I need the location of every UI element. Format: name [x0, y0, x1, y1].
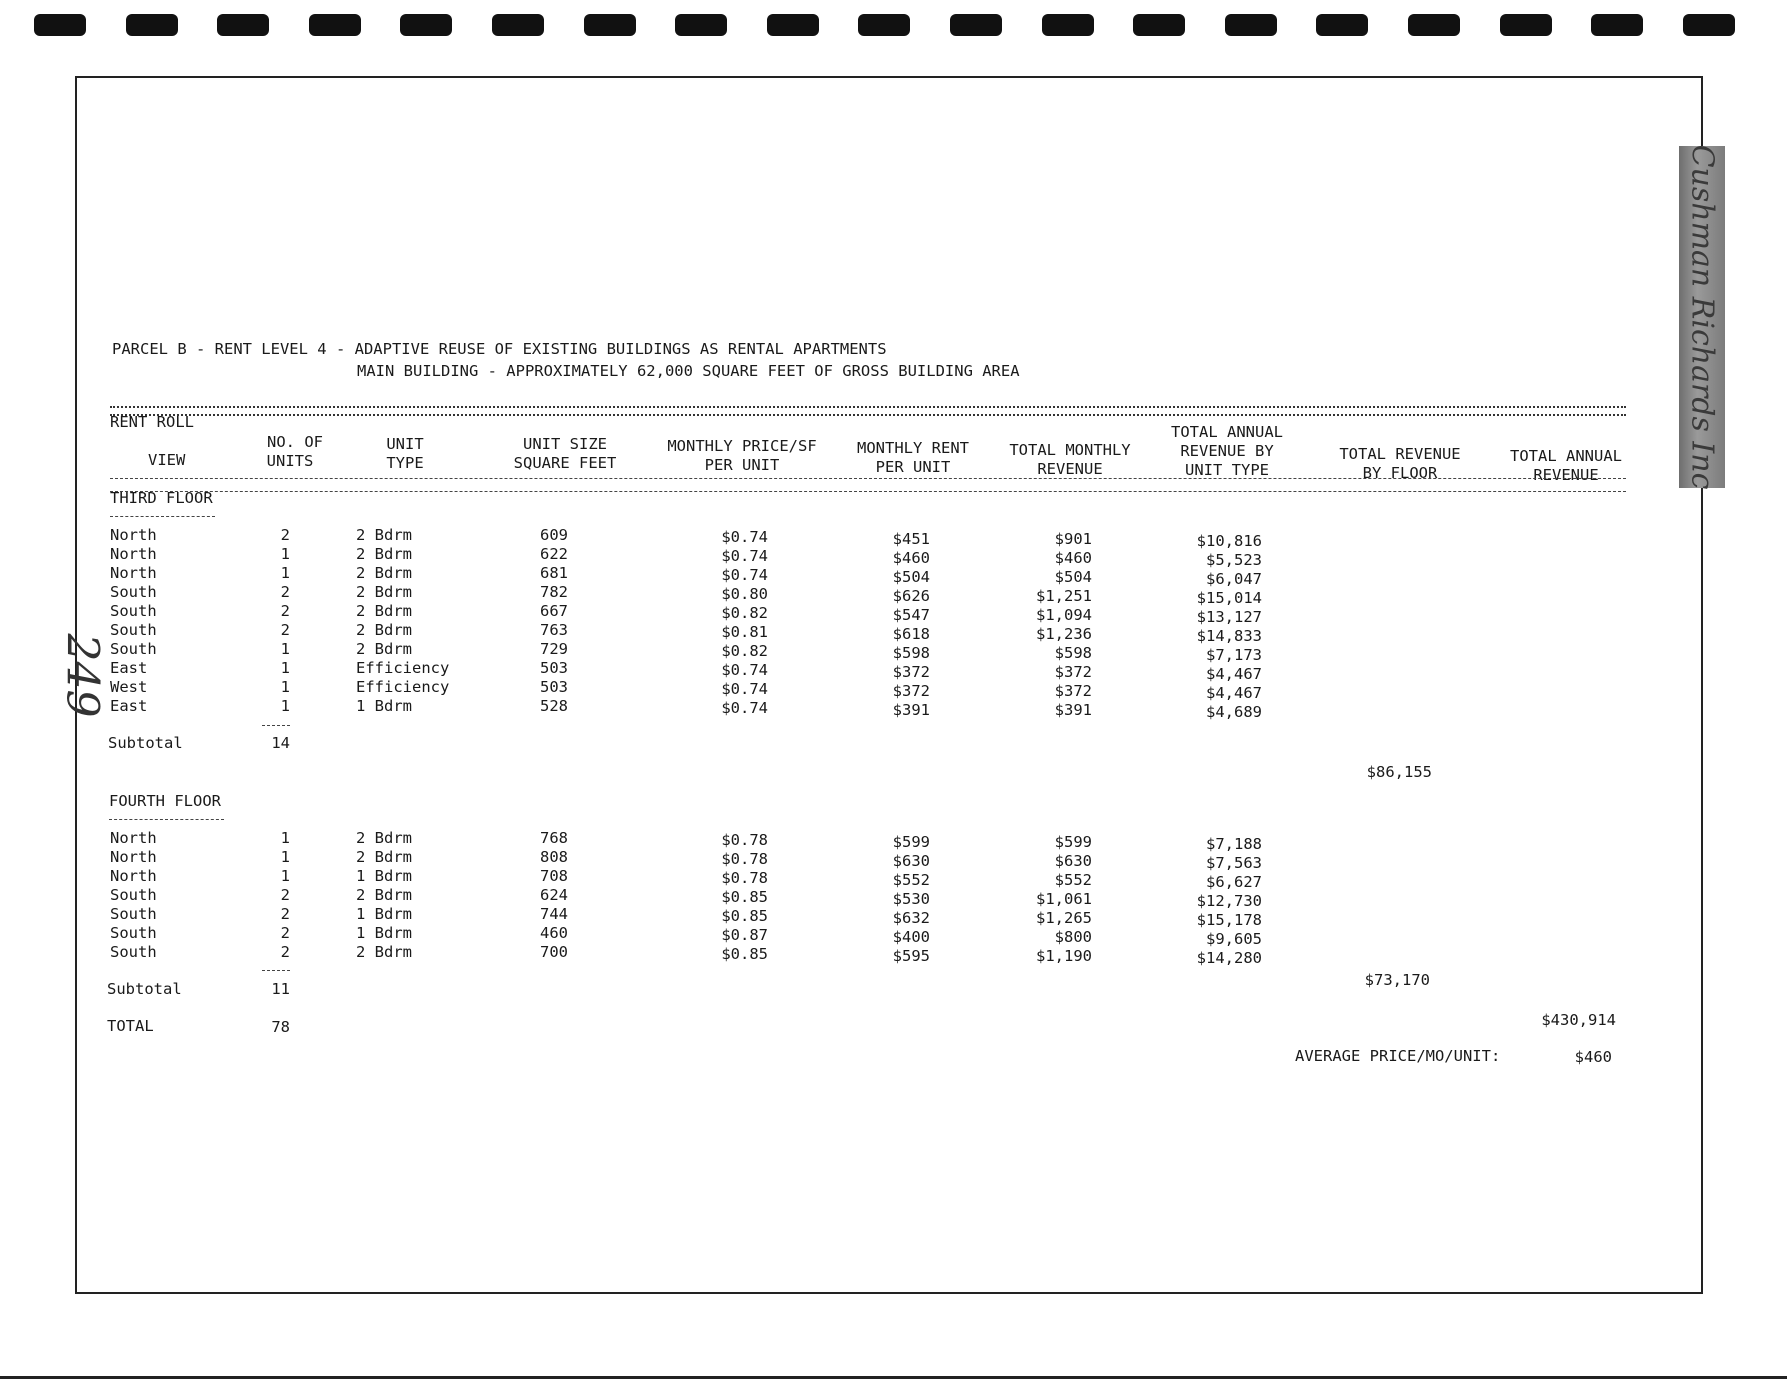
header-rent-roll: RENT ROLL	[110, 413, 194, 431]
binding-hole	[309, 14, 361, 36]
third-floor-cell-price: $0.80	[721, 585, 768, 603]
header-rule-top	[110, 478, 1626, 479]
third-floor-cell-type: 2 Bdrm	[356, 564, 412, 582]
fourth-floor-cell-tmr: $1,265	[1036, 909, 1092, 927]
header-trf-2: BY FLOOR	[1362, 464, 1438, 482]
third-floor-cell-type: 2 Bdrm	[356, 640, 412, 658]
binding-hole	[858, 14, 910, 36]
third-floor-cell-rent: $372	[892, 663, 930, 681]
fourth-floor-cell-view: North	[110, 867, 157, 885]
header-size-2: SQUARE FEET	[513, 454, 617, 472]
third-floor-cell-tar: $4,467	[1206, 665, 1262, 683]
fourth-floor-label: FOURTH FLOOR	[109, 792, 221, 810]
binding-hole	[400, 14, 452, 36]
binding-hole	[1042, 14, 1094, 36]
third-floor-cell-type: 2 Bdrm	[356, 602, 412, 620]
third-floor-cell-tar: $5,523	[1206, 551, 1262, 569]
third-floor-revenue: $86,155	[1366, 763, 1432, 781]
binding-hole	[950, 14, 1002, 36]
third-floor-cell-size: 729	[540, 640, 568, 658]
fourth-floor-cell-tar: $7,563	[1206, 854, 1262, 872]
third-floor-cell-tmr: $372	[1054, 663, 1092, 681]
binding-hole	[217, 14, 269, 36]
third-floor-cell-view: East	[110, 697, 148, 715]
fourth-floor-cell-tmr: $599	[1054, 833, 1092, 851]
fourth-floor-cell-rent: $632	[892, 909, 930, 927]
third-floor-cell-units: 2	[280, 602, 290, 620]
third-floor-cell-view: South	[110, 602, 157, 620]
binding-hole	[1316, 14, 1368, 36]
third-floor-cell-view: South	[110, 640, 157, 658]
header-tmr-2: REVENUE	[1037, 460, 1103, 478]
third-floor-cell-tar: $4,467	[1206, 684, 1262, 702]
binding-hole	[1408, 14, 1460, 36]
third-floor-cell-type: 2 Bdrm	[356, 545, 412, 563]
third-floor-underline	[110, 516, 215, 517]
third-floor-cell-price: $0.74	[721, 566, 768, 584]
fourth-floor-cell-view: North	[110, 848, 157, 866]
fourth-floor-cell-type: 2 Bdrm	[356, 848, 412, 866]
fourth-floor-cell-tar: $9,605	[1206, 930, 1262, 948]
fourth-floor-cell-units: 2	[280, 905, 290, 923]
title-line-1: PARCEL B - RENT LEVEL 4 - ADAPTIVE REUSE OF EXISTING BUILDINGS AS RENTAL APARTMENTS	[112, 340, 887, 358]
third-floor-cell-tmr: $391	[1054, 701, 1092, 719]
third-floor-cell-size: 622	[540, 545, 568, 563]
total-annual-revenue: $430,914	[1541, 1011, 1616, 1029]
fourth-floor-cell-units: 2	[280, 886, 290, 904]
fourth-floor-cell-tmr: $800	[1054, 928, 1092, 946]
bottom-edge	[0, 1376, 1787, 1379]
third-floor-cell-tmr: $504	[1054, 568, 1092, 586]
fourth-floor-cell-units: 2	[280, 943, 290, 961]
third-floor-cell-view: West	[110, 678, 148, 696]
third-floor-cell-tar: $14,833	[1196, 627, 1262, 645]
fourth-floor-cell-size: 808	[540, 848, 568, 866]
fourth-floor-cell-units: 1	[280, 848, 290, 866]
third-floor-cell-units: 1	[280, 564, 290, 582]
binding-hole	[126, 14, 178, 36]
fourth-floor-cell-size: 768	[540, 829, 568, 847]
fourth-floor-cell-units: 1	[280, 829, 290, 847]
total-units: 78	[271, 1018, 290, 1036]
third-floor-cell-type: Efficiency	[356, 659, 450, 677]
third-floor-label: THIRD FLOOR	[110, 489, 213, 507]
third-floor-cell-units: 2	[280, 583, 290, 601]
fourth-floor-cell-price: $0.87	[721, 926, 768, 944]
fourth-floor-cell-tar: $6,627	[1206, 873, 1262, 891]
header-tar-3: UNIT TYPE	[1185, 461, 1269, 479]
header-trf-1: TOTAL REVENUE	[1339, 445, 1461, 463]
fourth-floor-cell-type: 2 Bdrm	[356, 886, 412, 904]
fourth-floor-cell-view: South	[110, 886, 157, 904]
fourth-floor-cell-tmr: $1,190	[1036, 947, 1092, 965]
fourth-floor-cell-price: $0.85	[721, 907, 768, 925]
binding-hole	[675, 14, 727, 36]
third-floor-cell-rent: $451	[892, 530, 930, 548]
header-size-1: UNIT SIZE	[523, 435, 607, 453]
fourth-floor-cell-tar: $7,188	[1206, 835, 1262, 853]
third-floor-cell-view: East	[110, 659, 148, 677]
third-floor-cell-tar: $13,127	[1196, 608, 1262, 626]
third-floor-cell-tmr: $460	[1054, 549, 1092, 567]
third-floor-cell-size: 782	[540, 583, 568, 601]
third-floor-cell-price: $0.81	[721, 623, 768, 641]
fourth-floor-cell-view: South	[110, 905, 157, 923]
third-floor-cell-units: 1	[280, 640, 290, 658]
third-floor-cell-size: 528	[540, 697, 568, 715]
fourth-floor-cell-price: $0.78	[721, 831, 768, 849]
header-type-2: TYPE	[386, 454, 424, 472]
third-floor-cell-price: $0.74	[721, 547, 768, 565]
third-floor-cell-tmr: $598	[1054, 644, 1092, 662]
side-tab-text: Cushman Richards Inc	[1684, 144, 1720, 490]
binding-hole	[1225, 14, 1277, 36]
binding-hole	[584, 14, 636, 36]
fourth-floor-cell-size: 700	[540, 943, 568, 961]
fourth-floor-cell-rent: $552	[892, 871, 930, 889]
fourth-floor-cell-tmr: $552	[1054, 871, 1092, 889]
binding-hole	[1500, 14, 1552, 36]
fourth-floor-cell-tmr: $1,061	[1036, 890, 1092, 908]
header-ta-2: REVENUE	[1533, 466, 1599, 484]
header-tar-1: TOTAL ANNUAL	[1171, 423, 1283, 441]
third-floor-cell-rent: $618	[892, 625, 930, 643]
handwritten-page-number: 249	[56, 633, 108, 718]
third-floor-cell-view: South	[110, 621, 157, 639]
header-tmr-1: TOTAL MONTHLY	[1009, 441, 1131, 459]
fourth-floor-cell-rent: $400	[892, 928, 930, 946]
third-floor-cell-view: North	[110, 564, 157, 582]
third-floor-cell-size: 503	[540, 659, 568, 677]
header-units-1: NO. OF	[267, 433, 323, 451]
third-floor-cell-tmr: $1,236	[1036, 625, 1092, 643]
third-floor-cell-rent: $598	[892, 644, 930, 662]
fourth-floor-cell-rent: $599	[892, 833, 930, 851]
fourth-floor-cell-price: $0.78	[721, 869, 768, 887]
fourth-floor-cell-tar: $14,280	[1196, 949, 1262, 967]
fourth-floor-underline	[109, 819, 224, 820]
fourth-floor-cell-type: 2 Bdrm	[356, 943, 412, 961]
third-floor-cell-tar: $10,816	[1196, 532, 1262, 550]
third-floor-cell-tmr: $901	[1054, 530, 1092, 548]
fourth-floor-cell-rent: $530	[892, 890, 930, 908]
third-floor-cell-price: $0.74	[721, 528, 768, 546]
binding-hole	[1683, 14, 1735, 36]
header-price-2: PER UNIT	[704, 456, 780, 474]
fourth-floor-cell-view: North	[110, 829, 157, 847]
third-floor-cell-rent: $391	[892, 701, 930, 719]
binding-hole	[34, 14, 86, 36]
double-rule	[110, 406, 1626, 416]
third-floor-cell-view: North	[110, 545, 157, 563]
fourth-subtotal-units: 11	[271, 980, 290, 998]
third-floor-cell-type: 2 Bdrm	[356, 583, 412, 601]
fourth-floor-revenue: $73,170	[1364, 971, 1430, 989]
fourth-floor-cell-price: $0.78	[721, 850, 768, 868]
binding-hole	[1591, 14, 1643, 36]
fourth-floor-cell-view: South	[110, 924, 157, 942]
third-floor-cell-tmr: $372	[1054, 682, 1092, 700]
third-subtotal-label: Subtotal	[108, 734, 183, 752]
header-rent-1: MONTHLY RENT	[857, 439, 969, 457]
fourth-floor-cell-type: 1 Bdrm	[356, 924, 412, 942]
binding-holes	[0, 14, 1787, 38]
third-floor-cell-tar: $15,014	[1196, 589, 1262, 607]
binding-hole	[492, 14, 544, 36]
fourth-subtotal-dash	[262, 970, 290, 971]
header-rent-2: PER UNIT	[875, 458, 951, 476]
fourth-floor-cell-rent: $630	[892, 852, 930, 870]
average-price-label: AVERAGE PRICE/MO/UNIT:	[1295, 1047, 1501, 1065]
fourth-floor-cell-size: 744	[540, 905, 568, 923]
header-type-1: UNIT	[386, 435, 424, 453]
fourth-subtotal-label: Subtotal	[107, 980, 182, 998]
fourth-floor-cell-tar: $12,730	[1196, 892, 1262, 910]
header-rule-bottom	[110, 491, 1626, 492]
fourth-floor-cell-size: 460	[540, 924, 568, 942]
third-floor-cell-units: 2	[280, 526, 290, 544]
fourth-floor-cell-size: 624	[540, 886, 568, 904]
third-floor-cell-type: 2 Bdrm	[356, 526, 412, 544]
third-floor-cell-price: $0.82	[721, 642, 768, 660]
fourth-floor-cell-tar: $15,178	[1196, 911, 1262, 929]
average-price-value: $460	[1574, 1048, 1612, 1066]
third-floor-cell-view: South	[110, 583, 157, 601]
third-floor-cell-tmr: $1,251	[1036, 587, 1092, 605]
header-units-2: UNITS	[266, 452, 314, 470]
third-floor-cell-rent: $504	[892, 568, 930, 586]
third-floor-cell-units: 1	[280, 678, 290, 696]
fourth-floor-cell-type: 1 Bdrm	[356, 867, 412, 885]
third-floor-cell-units: 1	[280, 659, 290, 677]
third-floor-cell-tar: $7,173	[1206, 646, 1262, 664]
fourth-floor-cell-price: $0.85	[721, 945, 768, 963]
third-floor-cell-price: $0.74	[721, 699, 768, 717]
third-floor-cell-tar: $4,689	[1206, 703, 1262, 721]
title-line-2: MAIN BUILDING - APPROXIMATELY 62,000 SQUARE FEET OF GROSS BUILDING AREA	[357, 362, 1020, 380]
third-floor-cell-rent: $460	[892, 549, 930, 567]
fourth-floor-cell-size: 708	[540, 867, 568, 885]
header-ta-1: TOTAL ANNUAL	[1510, 447, 1622, 465]
binding-hole	[1133, 14, 1185, 36]
third-floor-cell-type: 1 Bdrm	[356, 697, 412, 715]
binding-hole	[767, 14, 819, 36]
fourth-floor-cell-price: $0.85	[721, 888, 768, 906]
third-floor-cell-view: North	[110, 526, 157, 544]
fourth-floor-cell-type: 1 Bdrm	[356, 905, 412, 923]
third-floor-cell-price: $0.74	[721, 661, 768, 679]
third-floor-cell-rent: $626	[892, 587, 930, 605]
fourth-floor-cell-view: South	[110, 943, 157, 961]
third-floor-cell-size: 667	[540, 602, 568, 620]
third-floor-cell-tmr: $1,094	[1036, 606, 1092, 624]
fourth-floor-cell-rent: $595	[892, 947, 930, 965]
third-floor-cell-tar: $6,047	[1206, 570, 1262, 588]
header-view: VIEW	[148, 451, 186, 469]
header-tar-2: REVENUE BY	[1180, 442, 1274, 460]
fourth-floor-cell-units: 1	[280, 867, 290, 885]
fourth-floor-cell-tmr: $630	[1054, 852, 1092, 870]
fourth-floor-cell-type: 2 Bdrm	[356, 829, 412, 847]
side-tab-logo	[1679, 146, 1725, 488]
third-floor-cell-size: 763	[540, 621, 568, 639]
total-label: TOTAL	[107, 1017, 154, 1035]
header-price-1: MONTHLY PRICE/SF	[667, 437, 817, 455]
third-floor-cell-type: Efficiency	[356, 678, 450, 696]
third-floor-cell-units: 1	[280, 697, 290, 715]
third-floor-cell-rent: $547	[892, 606, 930, 624]
third-floor-cell-size: 609	[540, 526, 568, 544]
third-floor-cell-price: $0.74	[721, 680, 768, 698]
third-subtotal-dash	[262, 725, 290, 726]
third-floor-cell-size: 503	[540, 678, 568, 696]
fourth-floor-cell-units: 2	[280, 924, 290, 942]
third-floor-cell-units: 2	[280, 621, 290, 639]
third-floor-cell-type: 2 Bdrm	[356, 621, 412, 639]
third-floor-cell-size: 681	[540, 564, 568, 582]
third-floor-cell-price: $0.82	[721, 604, 768, 622]
third-floor-cell-rent: $372	[892, 682, 930, 700]
third-subtotal-units: 14	[271, 734, 290, 752]
third-floor-cell-units: 1	[280, 545, 290, 563]
